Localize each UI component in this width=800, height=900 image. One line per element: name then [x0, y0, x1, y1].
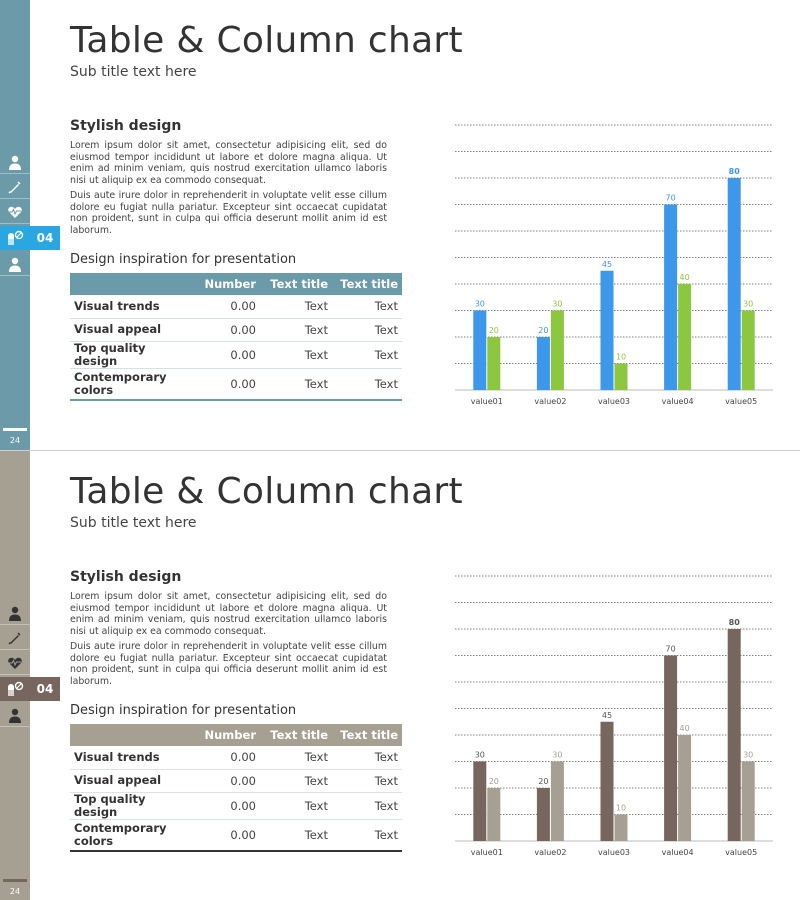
page-title: Table & Column chart	[70, 471, 463, 512]
data-label: 40	[679, 724, 690, 733]
paragraph-2: Duis aute irure dolor in reprehenderit in voluptate velit esse cillum dolore eu fugiat nulla pariatur. Excepteur sint occaecat cupidatat non proident, sunt in culpa qui officia deserunt mollit anim id est laborum.	[70, 190, 387, 237]
x-tick-label: value01	[470, 848, 503, 857]
table-header	[70, 273, 402, 295]
x-tick-label: value05	[725, 397, 758, 406]
bar	[601, 271, 614, 390]
table-row	[70, 318, 402, 341]
progress-line	[3, 879, 27, 882]
section-number: 04	[36, 231, 54, 245]
data-label: 20	[538, 326, 549, 335]
data-label: 30	[474, 750, 485, 760]
row-label: Contemporary colors	[70, 819, 190, 851]
bar	[664, 205, 677, 391]
bar	[742, 311, 755, 391]
bar	[473, 762, 486, 842]
data-label: 45	[601, 710, 613, 720]
table-row	[70, 341, 402, 368]
table-header	[70, 724, 402, 746]
table-row	[70, 769, 402, 792]
header-cell: Text title	[260, 273, 332, 295]
x-tick-label: value05	[725, 848, 758, 857]
table-row	[70, 792, 402, 819]
person-icon[interactable]	[0, 252, 30, 276]
table-cell: Text	[260, 341, 332, 368]
paragraph-1: Lorem ipsum dolor sit amet, consectetur adipisicing elit, sed do eiusmod tempor incididunt ut labore et dolore magna aliqua. Ut enim ad minim veniam, quis nostrud exercitation ullamco laboris nisi ut aliquip ex ea commodo consequat.	[70, 140, 387, 187]
table-caption: Design inspiration for presentation	[70, 703, 297, 718]
row-label: Contemporary colors	[70, 368, 190, 400]
sidebar	[0, 451, 54, 900]
table-cell: Text	[260, 318, 332, 341]
table-cell: Text	[332, 746, 402, 769]
data-label: 80	[728, 167, 740, 176]
data-label: 30	[552, 750, 563, 760]
table-cell: Text	[332, 819, 402, 851]
row-label: Visual appeal	[70, 318, 190, 341]
section-heading: Stylish design	[70, 569, 182, 585]
data-table	[70, 724, 402, 852]
data-label: 10	[615, 352, 627, 362]
table-row	[70, 819, 402, 851]
bar	[678, 735, 691, 841]
x-tick-label: value02	[534, 397, 567, 406]
sidebar	[0, 0, 54, 450]
table-cell: 0.00	[190, 295, 260, 318]
section-number: 04	[36, 682, 54, 696]
bar	[551, 762, 564, 842]
bar	[742, 762, 755, 842]
syringe-icon[interactable]	[0, 626, 30, 650]
heart-pulse-icon[interactable]	[0, 200, 30, 224]
data-label: 20	[538, 777, 549, 786]
table-cell: Text	[332, 295, 402, 318]
doctor-icon[interactable]	[0, 601, 30, 625]
table-cell: Text	[260, 769, 332, 792]
bar	[615, 364, 628, 391]
table-cell: Text	[260, 295, 332, 318]
x-tick-label: value03	[597, 848, 631, 857]
bar	[728, 178, 741, 390]
header-cell: Text title	[260, 724, 332, 746]
slide-2	[0, 450, 800, 900]
table-cell: Text	[332, 341, 402, 368]
table-cell: Text	[332, 792, 402, 819]
table-cell: 0.00	[190, 746, 260, 769]
table-cell: Text	[332, 769, 402, 792]
page-number: 24	[9, 436, 21, 445]
x-tick-label: value01	[470, 397, 503, 406]
header-cell	[70, 273, 190, 295]
data-label: 20	[488, 326, 499, 335]
bar	[728, 629, 741, 841]
data-label: 45	[601, 259, 613, 269]
row-label: Top quality design	[70, 792, 190, 819]
table-cell: 0.00	[190, 318, 260, 341]
table-cell: 0.00	[190, 368, 260, 400]
data-label: 70	[665, 193, 676, 203]
bar	[615, 815, 628, 842]
paragraph-1: Lorem ipsum dolor sit amet, consectetur adipisicing elit, sed do eiusmod tempor incididunt ut labore et dolore magna aliqua. Ut enim ad minim veniam, quis nostrud exercitation ullamco laboris nisi ut aliquip ex ea commodo consequat.	[70, 591, 387, 638]
row-label: Visual trends	[70, 746, 190, 769]
x-tick-label: value04	[661, 848, 694, 857]
x-tick-label: value02	[534, 848, 567, 857]
bar	[537, 788, 550, 841]
table-row	[70, 746, 402, 769]
data-label: 30	[743, 750, 754, 760]
syringe-icon[interactable]	[0, 175, 30, 199]
table-row	[70, 368, 402, 400]
pills-icon	[0, 677, 30, 701]
table-cell: 0.00	[190, 341, 260, 368]
data-label: 70	[665, 644, 676, 654]
table-cell: Text	[260, 368, 332, 400]
table-cell: Text	[260, 819, 332, 851]
active-section-tab[interactable]	[0, 226, 60, 250]
person-icon[interactable]	[0, 703, 30, 727]
x-tick-label: value04	[661, 397, 694, 406]
table-caption: Design inspiration for presentation	[70, 252, 297, 267]
bar	[537, 337, 550, 390]
data-label: 30	[474, 299, 485, 309]
active-section-tab[interactable]	[0, 677, 60, 701]
bar	[664, 656, 677, 842]
table-cell: 0.00	[190, 769, 260, 792]
header-cell	[70, 724, 190, 746]
page-subtitle: Sub title text here	[70, 64, 197, 80]
bar	[601, 722, 614, 841]
page-number: 24	[9, 887, 21, 896]
data-label: 80	[728, 618, 740, 627]
page-title: Table & Column chart	[70, 20, 463, 61]
table-cell: 0.00	[190, 819, 260, 851]
row-label: Visual trends	[70, 295, 190, 318]
header-cell: Number	[190, 724, 260, 746]
pills-icon	[0, 226, 30, 250]
heart-pulse-icon[interactable]	[0, 651, 30, 675]
data-table	[70, 273, 402, 401]
header-cell: Text title	[332, 724, 402, 746]
header-cell: Number	[190, 273, 260, 295]
bar	[473, 311, 486, 391]
chart-svg	[440, 110, 770, 410]
progress-line	[3, 428, 27, 431]
column-chart	[440, 561, 770, 861]
row-label: Top quality design	[70, 341, 190, 368]
section-heading: Stylish design	[70, 118, 182, 134]
table-cell: Text	[260, 792, 332, 819]
column-chart	[440, 110, 770, 410]
data-label: 40	[679, 273, 690, 282]
bar	[678, 284, 691, 390]
header-cell: Text title	[332, 273, 402, 295]
data-label: 20	[488, 777, 499, 786]
row-label: Visual appeal	[70, 769, 190, 792]
data-label: 10	[615, 803, 627, 813]
paragraph-2: Duis aute irure dolor in reprehenderit in voluptate velit esse cillum dolore eu fugiat nulla pariatur. Excepteur sint occaecat cupidatat non proident, sunt in culpa qui officia deserunt mollit anim id est laborum.	[70, 641, 387, 688]
table-cell: Text	[260, 746, 332, 769]
bar	[551, 311, 564, 391]
table-cell: Text	[332, 318, 402, 341]
x-tick-label: value03	[597, 397, 631, 406]
data-label: 30	[743, 299, 754, 309]
table-row	[70, 295, 402, 318]
table-cell: Text	[332, 368, 402, 400]
chart-svg	[440, 561, 770, 861]
page-subtitle: Sub title text here	[70, 515, 197, 531]
doctor-icon[interactable]	[0, 150, 30, 174]
table-cell: 0.00	[190, 792, 260, 819]
data-label: 30	[552, 299, 563, 309]
bar	[487, 788, 500, 841]
bar	[487, 337, 500, 390]
